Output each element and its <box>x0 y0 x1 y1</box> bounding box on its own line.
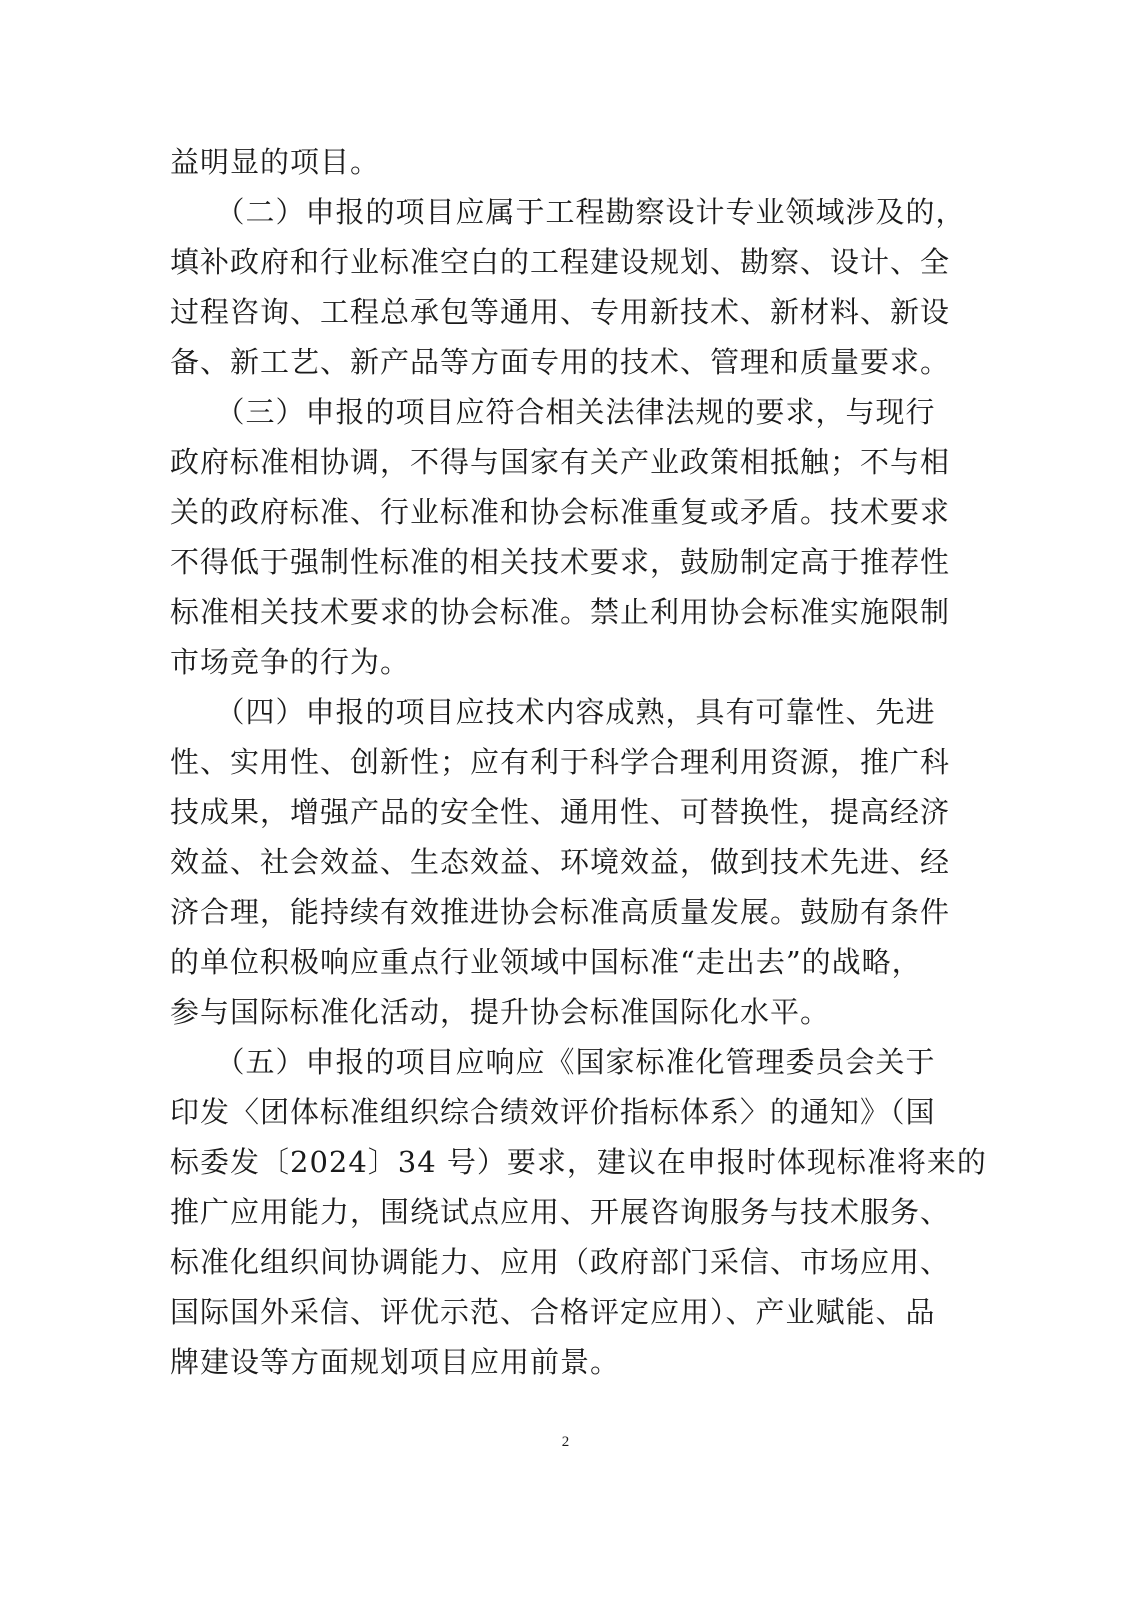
text-line: 过程咨询、工程总承包等通用、专用新技术、新材料、新设 <box>170 295 951 329</box>
text-line: 效益、社会效益、生态效益、环境效益，做到技术先进、经 <box>170 845 951 879</box>
text-line: 标委发〔2024〕34 号）要求，建议在申报时体现标准将来的 <box>170 1145 987 1179</box>
text-line: 牌建设等方面规划项目应用前景。 <box>170 1345 621 1379</box>
text-line: 填补政府和行业标准空白的工程建设规划、勘察、设计、全 <box>170 245 951 279</box>
text-line: 印发〈团体标准组织综合绩效评价指标体系〉的通知》（国 <box>170 1095 936 1129</box>
text-line: 性、实用性、创新性；应有利于科学合理利用资源，推广科 <box>170 745 951 779</box>
text-line: （五）申报的项目应响应《国家标准化管理委员会关于 <box>170 1045 936 1079</box>
text-line: 标准相关技术要求的协会标准。禁止利用协会标准实施限制 <box>170 595 951 629</box>
text-line: 政府标准相协调，不得与国家有关产业政策相抵触；不与相 <box>170 445 951 479</box>
text-line: 益明显的项目。 <box>170 145 381 179</box>
text-line: 关的政府标准、行业标准和协会标准重复或矛盾。技术要求 <box>170 495 951 529</box>
text-line: 技成果，增强产品的安全性、通用性、可替换性，提高经济 <box>170 795 951 829</box>
text-line: （三）申报的项目应符合相关法律法规的要求，与现行 <box>170 395 936 429</box>
text-line: 国际国外采信、评优示范、合格评定应用）、产业赋能、品 <box>170 1295 936 1329</box>
page-number: 2 <box>561 1434 570 1450</box>
text-line: 备、新工艺、新产品等方面专用的技术、管理和质量要求。 <box>170 345 951 379</box>
text-line: 标准化组织间协调能力、应用（政府部门采信、市场应用、 <box>170 1245 951 1279</box>
text-line: 济合理，能持续有效推进协会标准高质量发展。鼓励有条件 <box>170 895 951 929</box>
text-line: 的单位积极响应重点行业领域中国标准“走出去”的战略， <box>170 945 922 979</box>
text-line: 推广应用能力，围绕试点应用、开展咨询服务与技术服务、 <box>170 1195 951 1229</box>
text-line: 参与国际标准化活动，提升协会标准国际化水平。 <box>170 995 831 1029</box>
text-line: （四）申报的项目应技术内容成熟，具有可靠性、先进 <box>170 695 936 729</box>
text-line: （二）申报的项目应属于工程勘察设计专业领域涉及的， <box>170 195 966 229</box>
text-line: 市场竞争的行为。 <box>170 645 411 679</box>
body-text <box>170 137 987 1387</box>
text-line: 不得低于强制性标准的相关技术要求，鼓励制定高于推荐性 <box>170 545 951 579</box>
